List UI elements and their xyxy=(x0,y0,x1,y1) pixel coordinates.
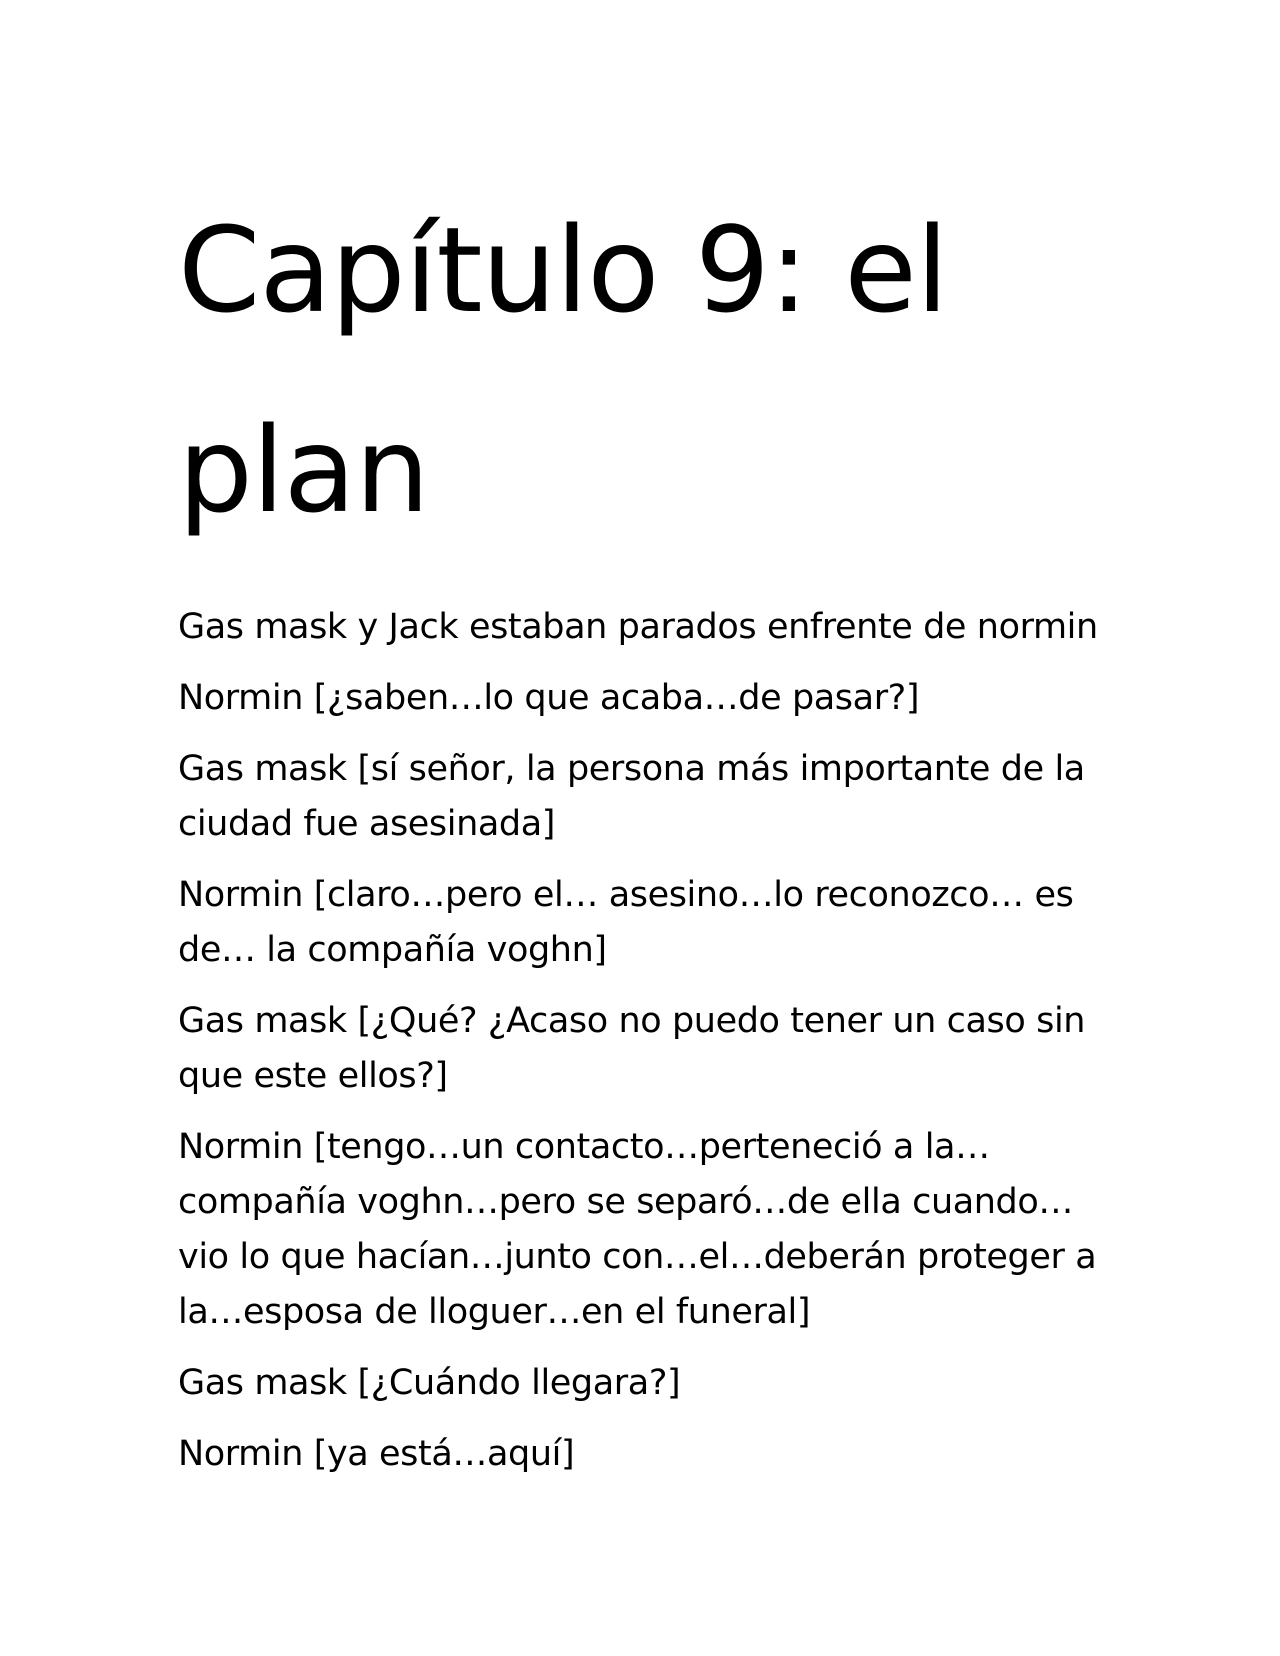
paragraph-5: Gas mask [¿Qué? ¿Acaso no puedo tener un caso sin que este ellos?] xyxy=(178,1001,1086,1096)
paragraph-1: Gas mask y Jack estaban parados enfrente de normin xyxy=(178,607,1098,647)
paragraph-4: Normin [claro…pero el… asesino…lo reconozco… es de… la compañía voghn] xyxy=(178,875,1074,970)
paragraph-6: Normin [tengo…un contacto…perteneció a la…compañía voghn…pero se separó…de ella cuando…vio lo que hacían…junto con…el…deberán proteger a la…esposa de lloguer…en el funeral] xyxy=(178,1127,1097,1332)
paragraph-2: Normin [¿saben…lo que acaba…de pasar?] xyxy=(178,678,920,718)
paragraph-8: Normin [ya está…aquí] xyxy=(178,1434,575,1474)
paragraph-3: Gas mask [sí señor, la persona más importante de la ciudad fue asesinada] xyxy=(178,749,1085,844)
document-page xyxy=(178,170,1118,1498)
chapter-title: Capítulo 9: el plan xyxy=(178,201,948,539)
paragraph-7: Gas mask [¿Cuándo llegara?] xyxy=(178,1363,681,1403)
